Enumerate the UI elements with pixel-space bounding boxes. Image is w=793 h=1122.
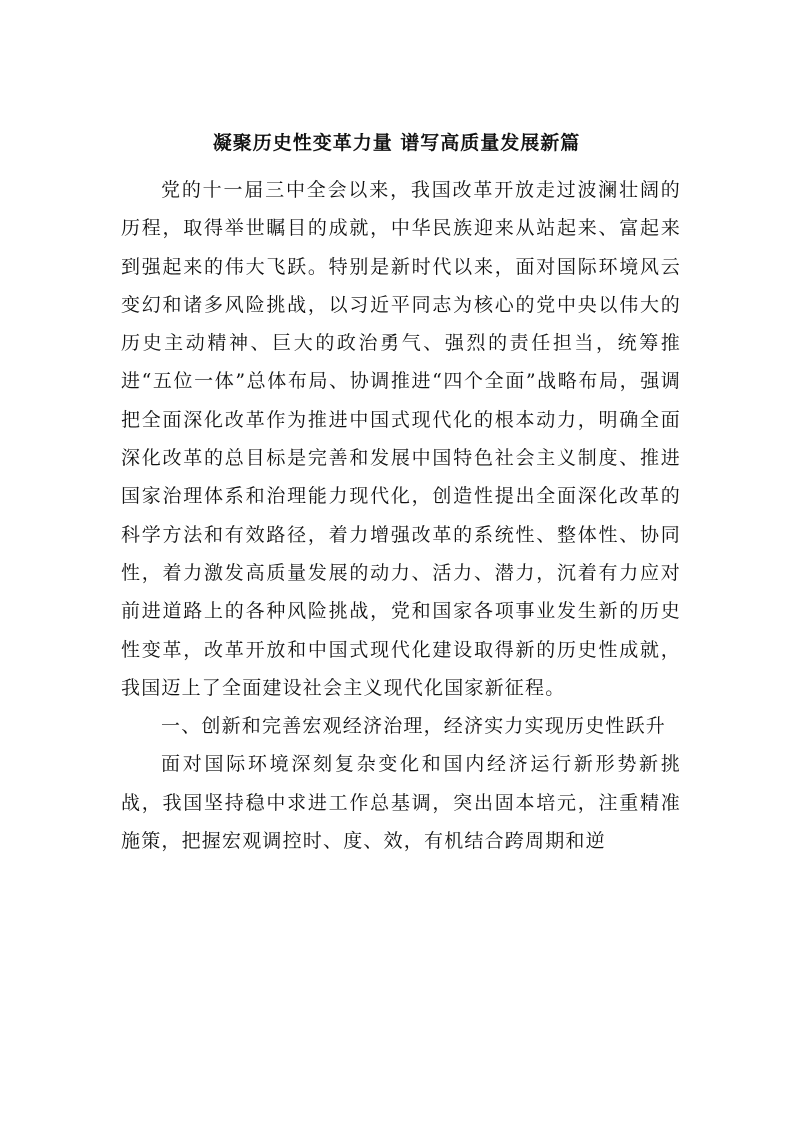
section-1-paragraph: 面对国际环境深刻复杂变化和国内经济运行新形势新挑战，我国坚持稳中求进工作总基调，突出固本培元，注重精准施策，把握宏观调控时、度、效，有机结合跨周期和逆 <box>121 753 681 853</box>
document-title: 凝聚历史性变革力量 谱写高质量发展新篇 <box>212 132 581 154</box>
section-heading-1: 一、创新和完善宏观经济治理，经济实力实现历史性跃升 <box>161 715 667 738</box>
document-body <box>121 171 681 860</box>
intro-paragraph: 党的十一届三中全会以来，我国改革开放走过波澜壮阔的历程，取得举世瞩目的成就，中华民族迎来从站起来、富起来到强起来的伟大飞跃。特别是新时代以来，面对国际环境风云变幻和诸多风险挑战，以习近平同志为核心的党中央以伟大的历史主动精神、巨大的政治勇气、强烈的责任担当，统筹推进“五位一体”总体布局、协调推进“四个全面”战略布局，强调把全面深化改革作为推进中国式现代化的根本动力，明确全面深化改革的总目标是完善和发展中国特色社会主义制度、推进国家治理体系和治理能力现代化，创造性提出全面深化改革的科学方法和有效路径，着力增强改革的系统性、整体性、协同性，着力激发高质量发展的动力、活力、潜力，沉着有力应对前进道路上的各种风险挑战，党和国家各项事业发生新的历史性变革，改革开放和中国式现代化建设取得新的历史性成就，我国迈上了全面建设社会主义现代化国家新征程。 <box>121 179 681 699</box>
